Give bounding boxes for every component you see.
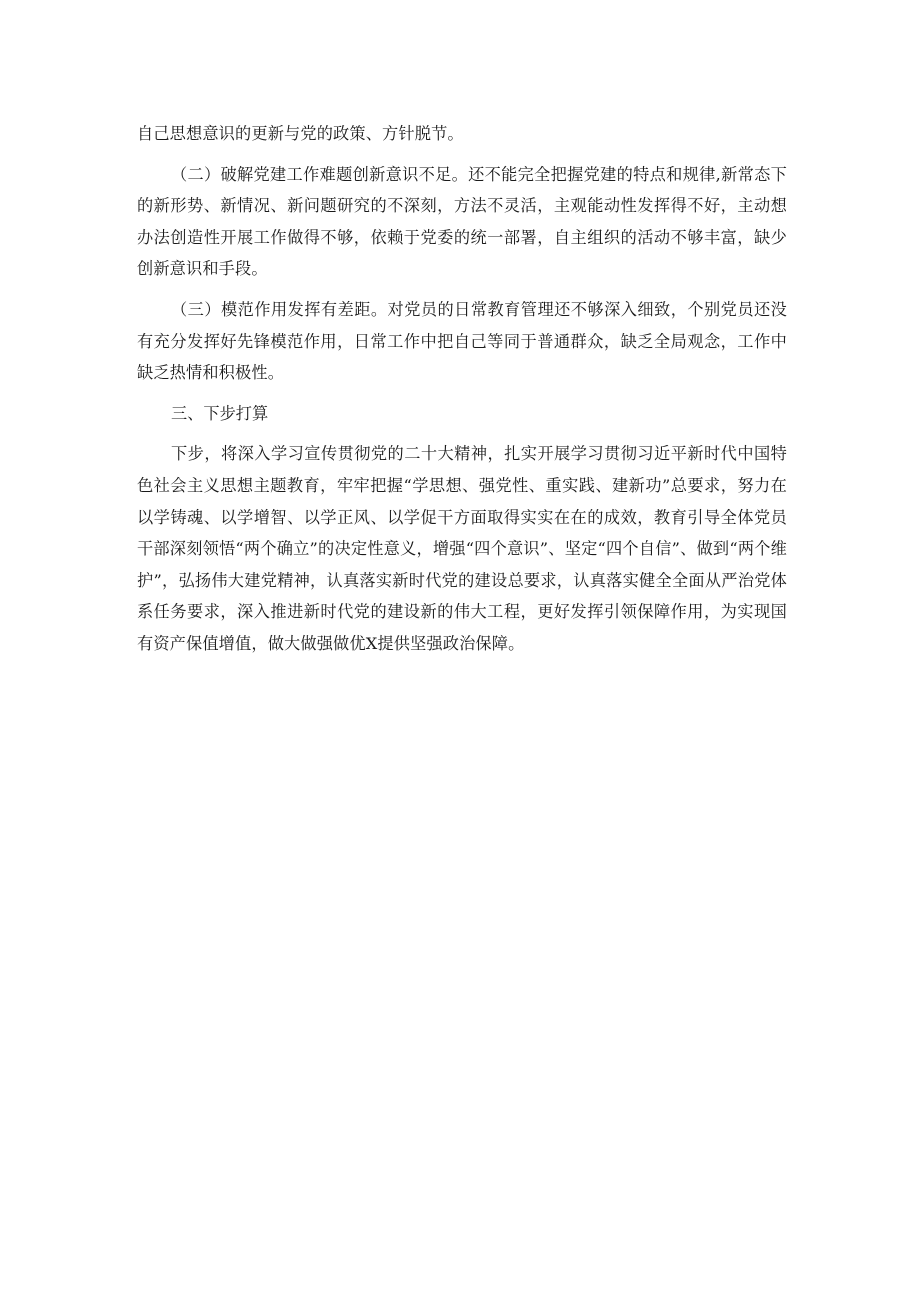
section-heading: 三、下步打算 [171,403,269,423]
problem-paragraph-2: （二）破解党建工作难题创新意识不足。还不能完全把握党建的特点和规律,新常态下的新形势、新情况、新问题研究的不深刻，方法不灵活，主观能动性发挥得不好，主动想办法创造性开展工作做得不够，依赖于党委的统一部署，自主组织的活动不够丰富，缺少创新意识和手段。 [137,164,787,279]
plan-paragraph: 下步，将深入学习宣传贯彻党的二十大精神，扎实开展学习贯彻习近平新时代中国特色社会主义思想主题教育，牢牢把握“学思想、强党性、重实践、建新功”总要求，努力在以学铸魂、以学增智、以学正风、以学促干方面取得实实在在的成效，教育引导全体党员干部深刻领悟“两个确立”的决定性意义，增强“四个意识”、坚定“四个自信”、做到“两个维护”，弘扬伟大建党精神，认真落实新时代党的建设总要求，认真落实健全全面从严治党体系任务要求，深入推进新时代党的建设新的伟大工程，更好发挥引领保障作用，为实现国有资产保值增值，做大做强做优X提供坚强政治保障。 [137,444,787,653]
continuation-paragraph: 自己思想意识的更新与党的政策、方针脱节。 [137,124,464,143]
problem-paragraph-3: （三）模范作用发挥有差距。对党员的日常教育管理还不够深入细致，个别党员还没有充分发挥好先锋模范作用，日常工作中把自己等同于普通群众，缺乏全局观念，工作中缺乏热情和积极性。 [137,299,787,383]
document-page [137,118,787,660]
